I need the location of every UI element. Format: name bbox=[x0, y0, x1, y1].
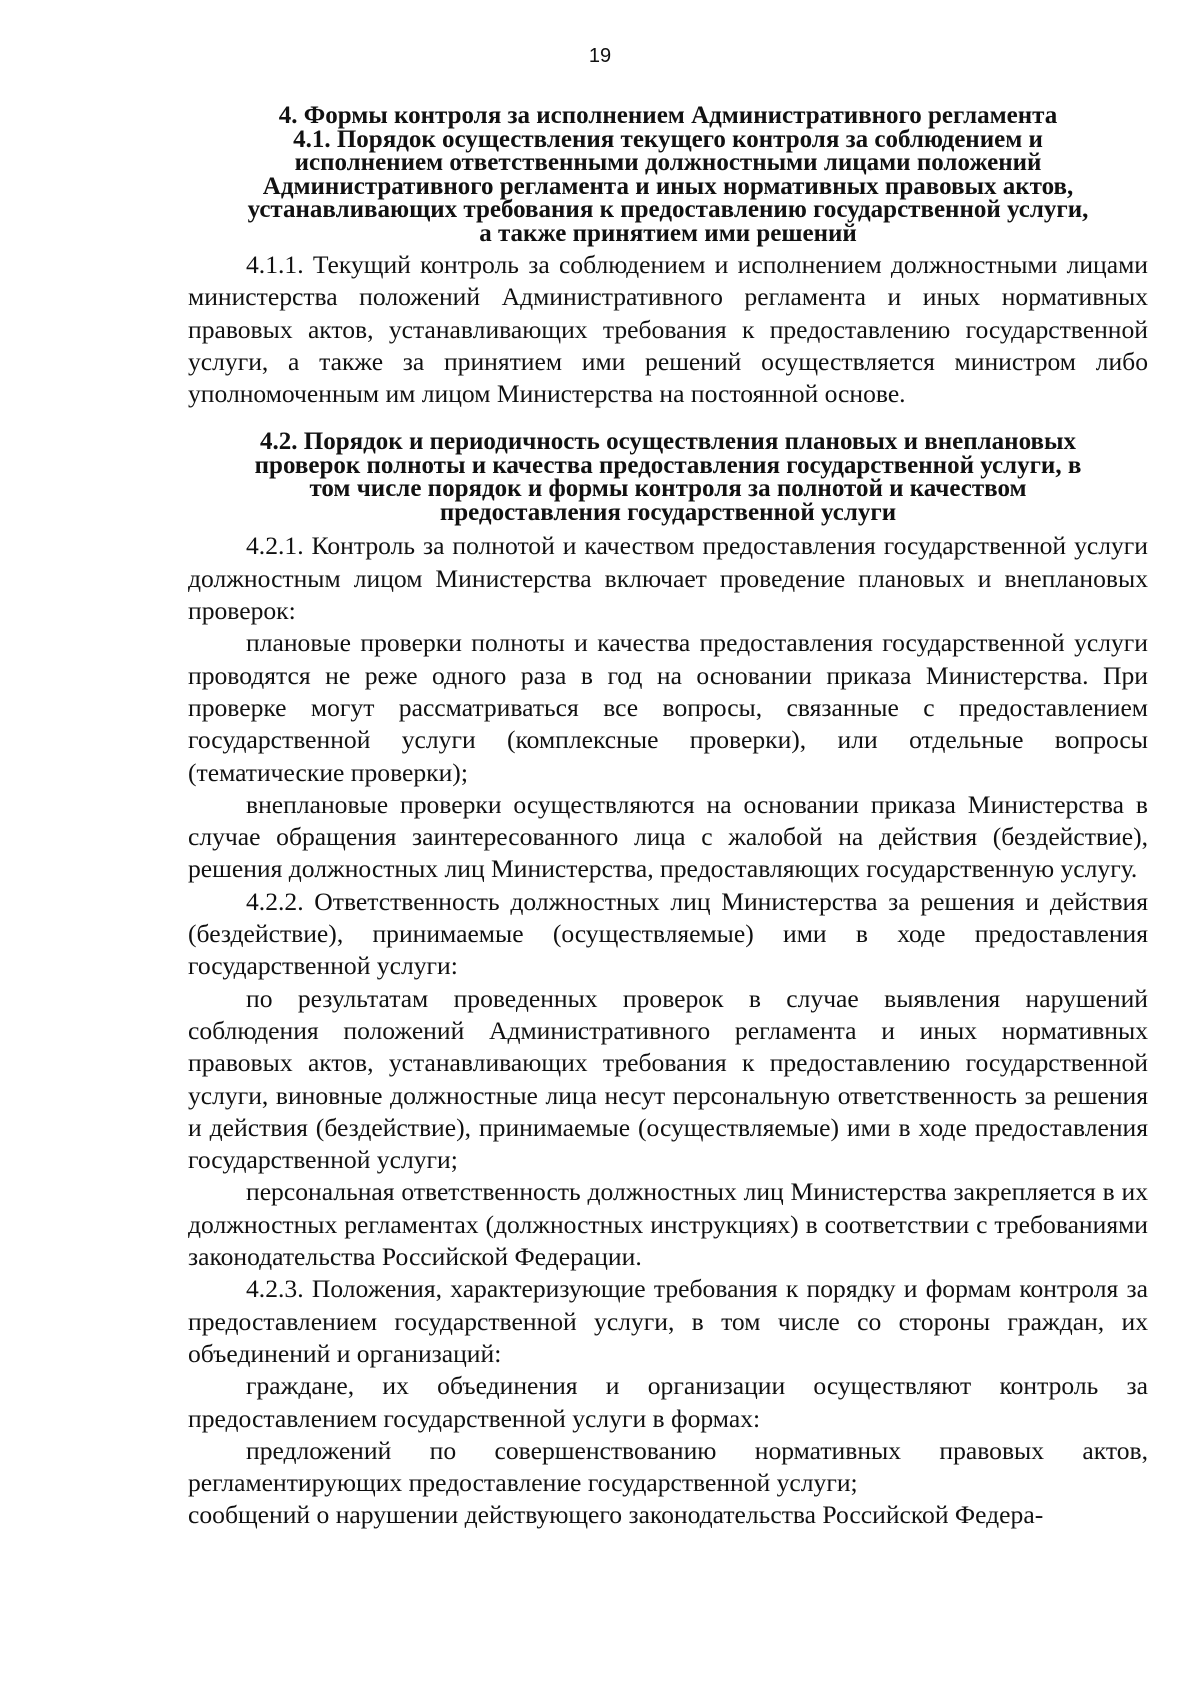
paragraph-citizens-control: граждане, их объединения и организации осуществляют контроль за предоставлением государственной услуги в формах: bbox=[188, 1371, 1148, 1433]
section-4-2-title-line: предоставления государственной услуги bbox=[439, 498, 897, 526]
section-4-2-title-line: 4.2. Порядок и периодичность осуществления плановых и внеплановых bbox=[260, 428, 1076, 456]
paragraph-4-2-2: 4.2.2. Ответственность должностных лиц Министерства за решения и действия (бездействие), принимаемые (осуществляемые) ими в ходе предоставления государственной услуги: bbox=[188, 886, 1148, 981]
section-4-2-title-line: проверок полноты и качества предоставления государственной услуги, в bbox=[254, 451, 1082, 479]
section-4-1-title-line: 4.1. Порядок осуществления текущего контроля за соблюдением и bbox=[293, 125, 1043, 153]
section-4-heading bbox=[188, 104, 1148, 245]
page-content bbox=[188, 104, 1148, 1532]
section-4-title: 4. Формы контроля за исполнением Административного регламента bbox=[278, 102, 1058, 129]
section-4-1-title-line: исполнением ответственными должностными лицами положений bbox=[294, 149, 1042, 176]
paragraph-4-1-1: 4.1.1. Текущий контроль за соблюдением и исполнением должностными лицами министерства положений Административного регламента и иных нормативных правовых актов, устанавливающих требования к предоставлению государственной услуги, а также за принятием ими решений осуществляется министром либо уполномоченным им лицом Министерства на постоянной основе. bbox=[188, 250, 1148, 409]
paragraph-personal-responsibility: персональная ответственность должностных лиц Министерства закрепляется в их должностных регламентах (должностных инструкциях) в соответствии с требованиями законодательства Российской Федерации. bbox=[188, 1177, 1148, 1272]
paragraph-check-results: по результатам проведенных проверок в случае выявления нарушений соблюдения положений Административного регламента и иных нормативных правовых актов, устанавливающих требования к предоставлению государственной услуги, виновные должностные лица несут персональную ответственность за решения и действия (бездействие), принимаемые (осуществляемые) ими в ходе предоставления государственной услуги; bbox=[188, 983, 1148, 1175]
paragraph-planned-checks: плановые проверки полноты и качества предоставления государственной услуги проводятся не реже одного раза в год на основании приказа Министерства. При проверке могут рассматриваться все вопросы, связанные с предоставлением государственной услуги (комплексные проверки), или отдельные вопросы (тематические проверки); bbox=[188, 628, 1148, 787]
section-4-2-title-line: том числе порядок и формы контроля за полнотой и качеством bbox=[309, 475, 1027, 503]
section-4-1-title-line: устанавливающих требования к предоставлению государственной услуги, bbox=[247, 196, 1089, 223]
paragraph-4-2-1: 4.2.1. Контроль за полнотой и качеством предоставления государственной услуги должностным лицом Министерства включает проведение плановых и внеплановых проверок: bbox=[188, 531, 1148, 626]
section-4-1-title-line: Административного регламента и иных нормативных правовых актов, bbox=[262, 172, 1074, 200]
paragraph-4-2-3: 4.2.3. Положения, характеризующие требования к порядку и формам контроля за предоставлением государственной услуги, в том числе со стороны граждан, их объединений и организаций: bbox=[188, 1274, 1148, 1368]
page-number: 19 bbox=[588, 45, 612, 67]
section-4-1-title-line: а также принятием ими решений bbox=[479, 219, 857, 247]
paragraph-unplanned-checks: внеплановые проверки осуществляются на основании приказа Министерства в случае обращения заинтересованного лица с жалобой на действия (бездействие), решения должностных лиц Министерства, предоставляющих государственную услугу. bbox=[188, 789, 1148, 884]
section-4-2-heading bbox=[188, 430, 1148, 524]
paragraph-violation-reports: сообщений о нарушении действующего законодательства Российской Федера- bbox=[188, 1500, 1044, 1530]
paragraph-proposals: предложений по совершенствованию нормативных правовых актов, регламентирующих предоставление государственной услуги; bbox=[188, 1435, 1148, 1498]
